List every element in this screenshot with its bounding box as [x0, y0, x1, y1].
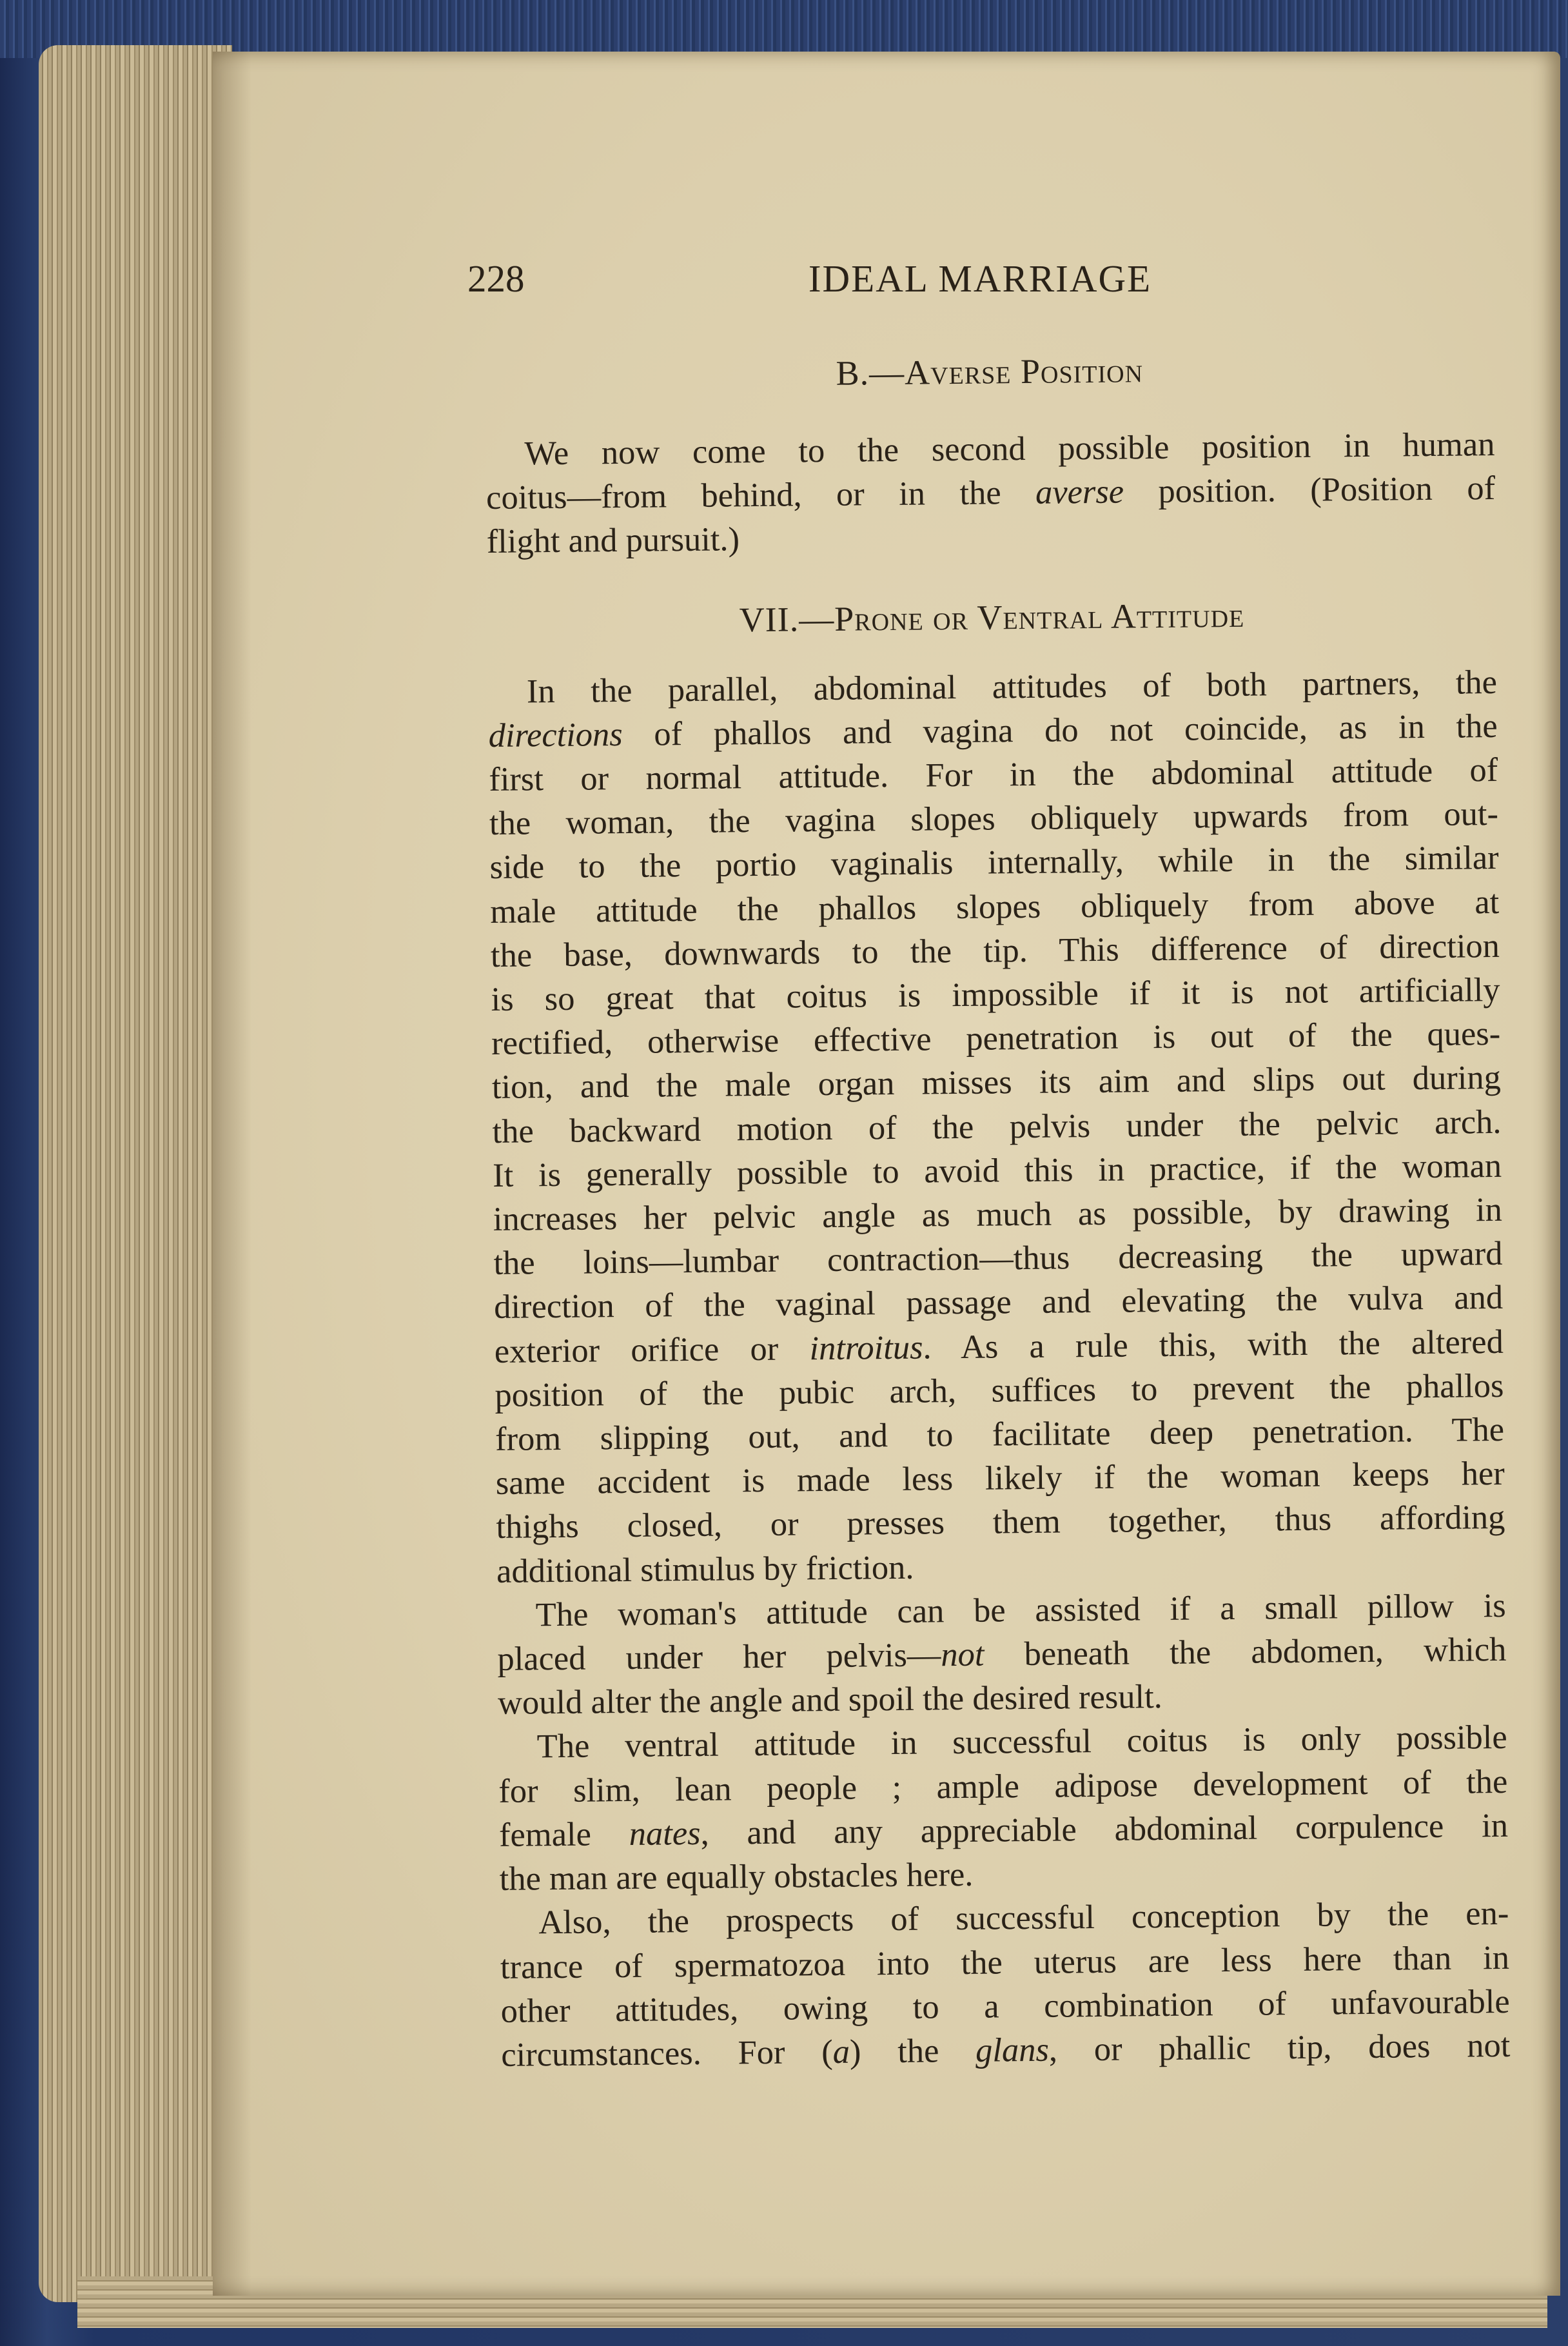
text-line: side to the portio vaginalis internally, while in the similar — [489, 839, 1499, 887]
paragraph — [488, 660, 1506, 1593]
text-line: circumstances. For (a) the glans, or phallic tip, does not — [501, 2026, 1511, 2074]
paragraph — [500, 1891, 1511, 2077]
text-line: increases her pelvic angle as much as possible, by drawing in — [493, 1190, 1503, 1238]
italic-term: glans — [975, 2031, 1050, 2069]
text-line: flight and pursuit.) — [486, 520, 740, 561]
text-line: We now come to the second possible position in human — [524, 425, 1495, 473]
text-line: Also, the prospects of successful conception by the en- — [538, 1895, 1509, 1942]
text-line: same accident is made less likely if the woman keeps her — [495, 1455, 1505, 1503]
text-line: male attitude the phallos slopes obliquely from above at — [490, 883, 1500, 931]
text-line: first or normal attitude. For in the abdominal attitude of — [489, 751, 1498, 798]
text-line: for slim, lean people ; ample adipose development of the — [498, 1762, 1508, 1810]
section-heading-b: B.—Averse Position — [836, 351, 1144, 393]
page-header — [467, 257, 1493, 308]
text-line: In the parallel, abdominal attitudes of both partners, the — [526, 663, 1498, 711]
text-line: is so great that coitus is impossible if it is not artificially — [491, 971, 1500, 1018]
section-heading-vii: VII.—Prone or Ventral Attitude — [739, 595, 1245, 639]
text-line: the base, downwards to the tip. This difference of direction — [490, 927, 1500, 974]
text-line: coitus—from behind, or in the averse position. (Position of — [485, 469, 1496, 517]
text-line: thighs closed, or presses them together, thus affording — [496, 1499, 1505, 1546]
text-line: the woman, the vagina slopes obliquely upwards from out- — [489, 795, 1499, 843]
italic-term: averse — [1035, 473, 1124, 512]
text-line: would alter the angle and spoil the desired result. — [497, 1678, 1163, 1722]
text-line: rectified, otherwise effective penetration is out of the ques- — [491, 1015, 1501, 1063]
text-line: It is generally possible to avoid this in practice, if the woman — [492, 1147, 1502, 1194]
text-line: additional stimulus by friction. — [496, 1548, 914, 1590]
paragraph — [485, 422, 1496, 564]
page-number: 228 — [467, 257, 525, 300]
text-line: from slipping out, and to facilitate deep penetration. The — [495, 1410, 1505, 1458]
text-line: other attitudes, owing to a combination of unfavourable — [500, 1982, 1510, 2030]
text-line: exterior orifice or introitus. As a rule this, with the altered — [494, 1323, 1504, 1370]
italic-term: directions — [488, 715, 623, 754]
text-line: direction of the vaginal passage and elevating the vulva and — [493, 1279, 1504, 1326]
text-line: the man are equally obstacles here. — [499, 1855, 974, 1898]
italic-term: a — [832, 2033, 850, 2071]
italic-term: nates — [629, 1814, 701, 1853]
text-line: tion, and the male organ misses its aim and slips out during — [491, 1059, 1502, 1107]
page-edges — [39, 45, 232, 2302]
text-line: placed under her pelvis—not beneath the abdomen, which — [497, 1630, 1507, 1678]
book-spine-top — [0, 0, 1568, 58]
text-line: directions of phallos and vagina do not coincide, as in the — [488, 707, 1498, 754]
text-line: female nates, and any appreciable abdominal corpulence in — [498, 1806, 1509, 1854]
body-text — [485, 345, 1511, 2077]
paragraph — [496, 1584, 1507, 1726]
text-line: The woman's attitude can be assisted if a small pillow is — [535, 1586, 1506, 1634]
text-line: the backward motion of the pelvis under the pelvic arch. — [492, 1103, 1502, 1150]
italic-term: not — [941, 1635, 985, 1674]
paragraph — [498, 1715, 1509, 1901]
italic-term: introitus — [809, 1328, 923, 1367]
text-line: trance of spermatozoa into the uterus are less here than in — [500, 1938, 1510, 1986]
gutter-shadow — [213, 52, 251, 2296]
running-title: IDEAL MARRIAGE — [808, 257, 1152, 300]
text-line: the loins—lumbar contraction—thus decreasing the upward — [493, 1235, 1503, 1283]
text-line: The ventral attitude in successful coitus is only possible — [536, 1719, 1507, 1766]
text-line: position of the pubic arch, suffices to prevent the phallos — [495, 1366, 1504, 1414]
